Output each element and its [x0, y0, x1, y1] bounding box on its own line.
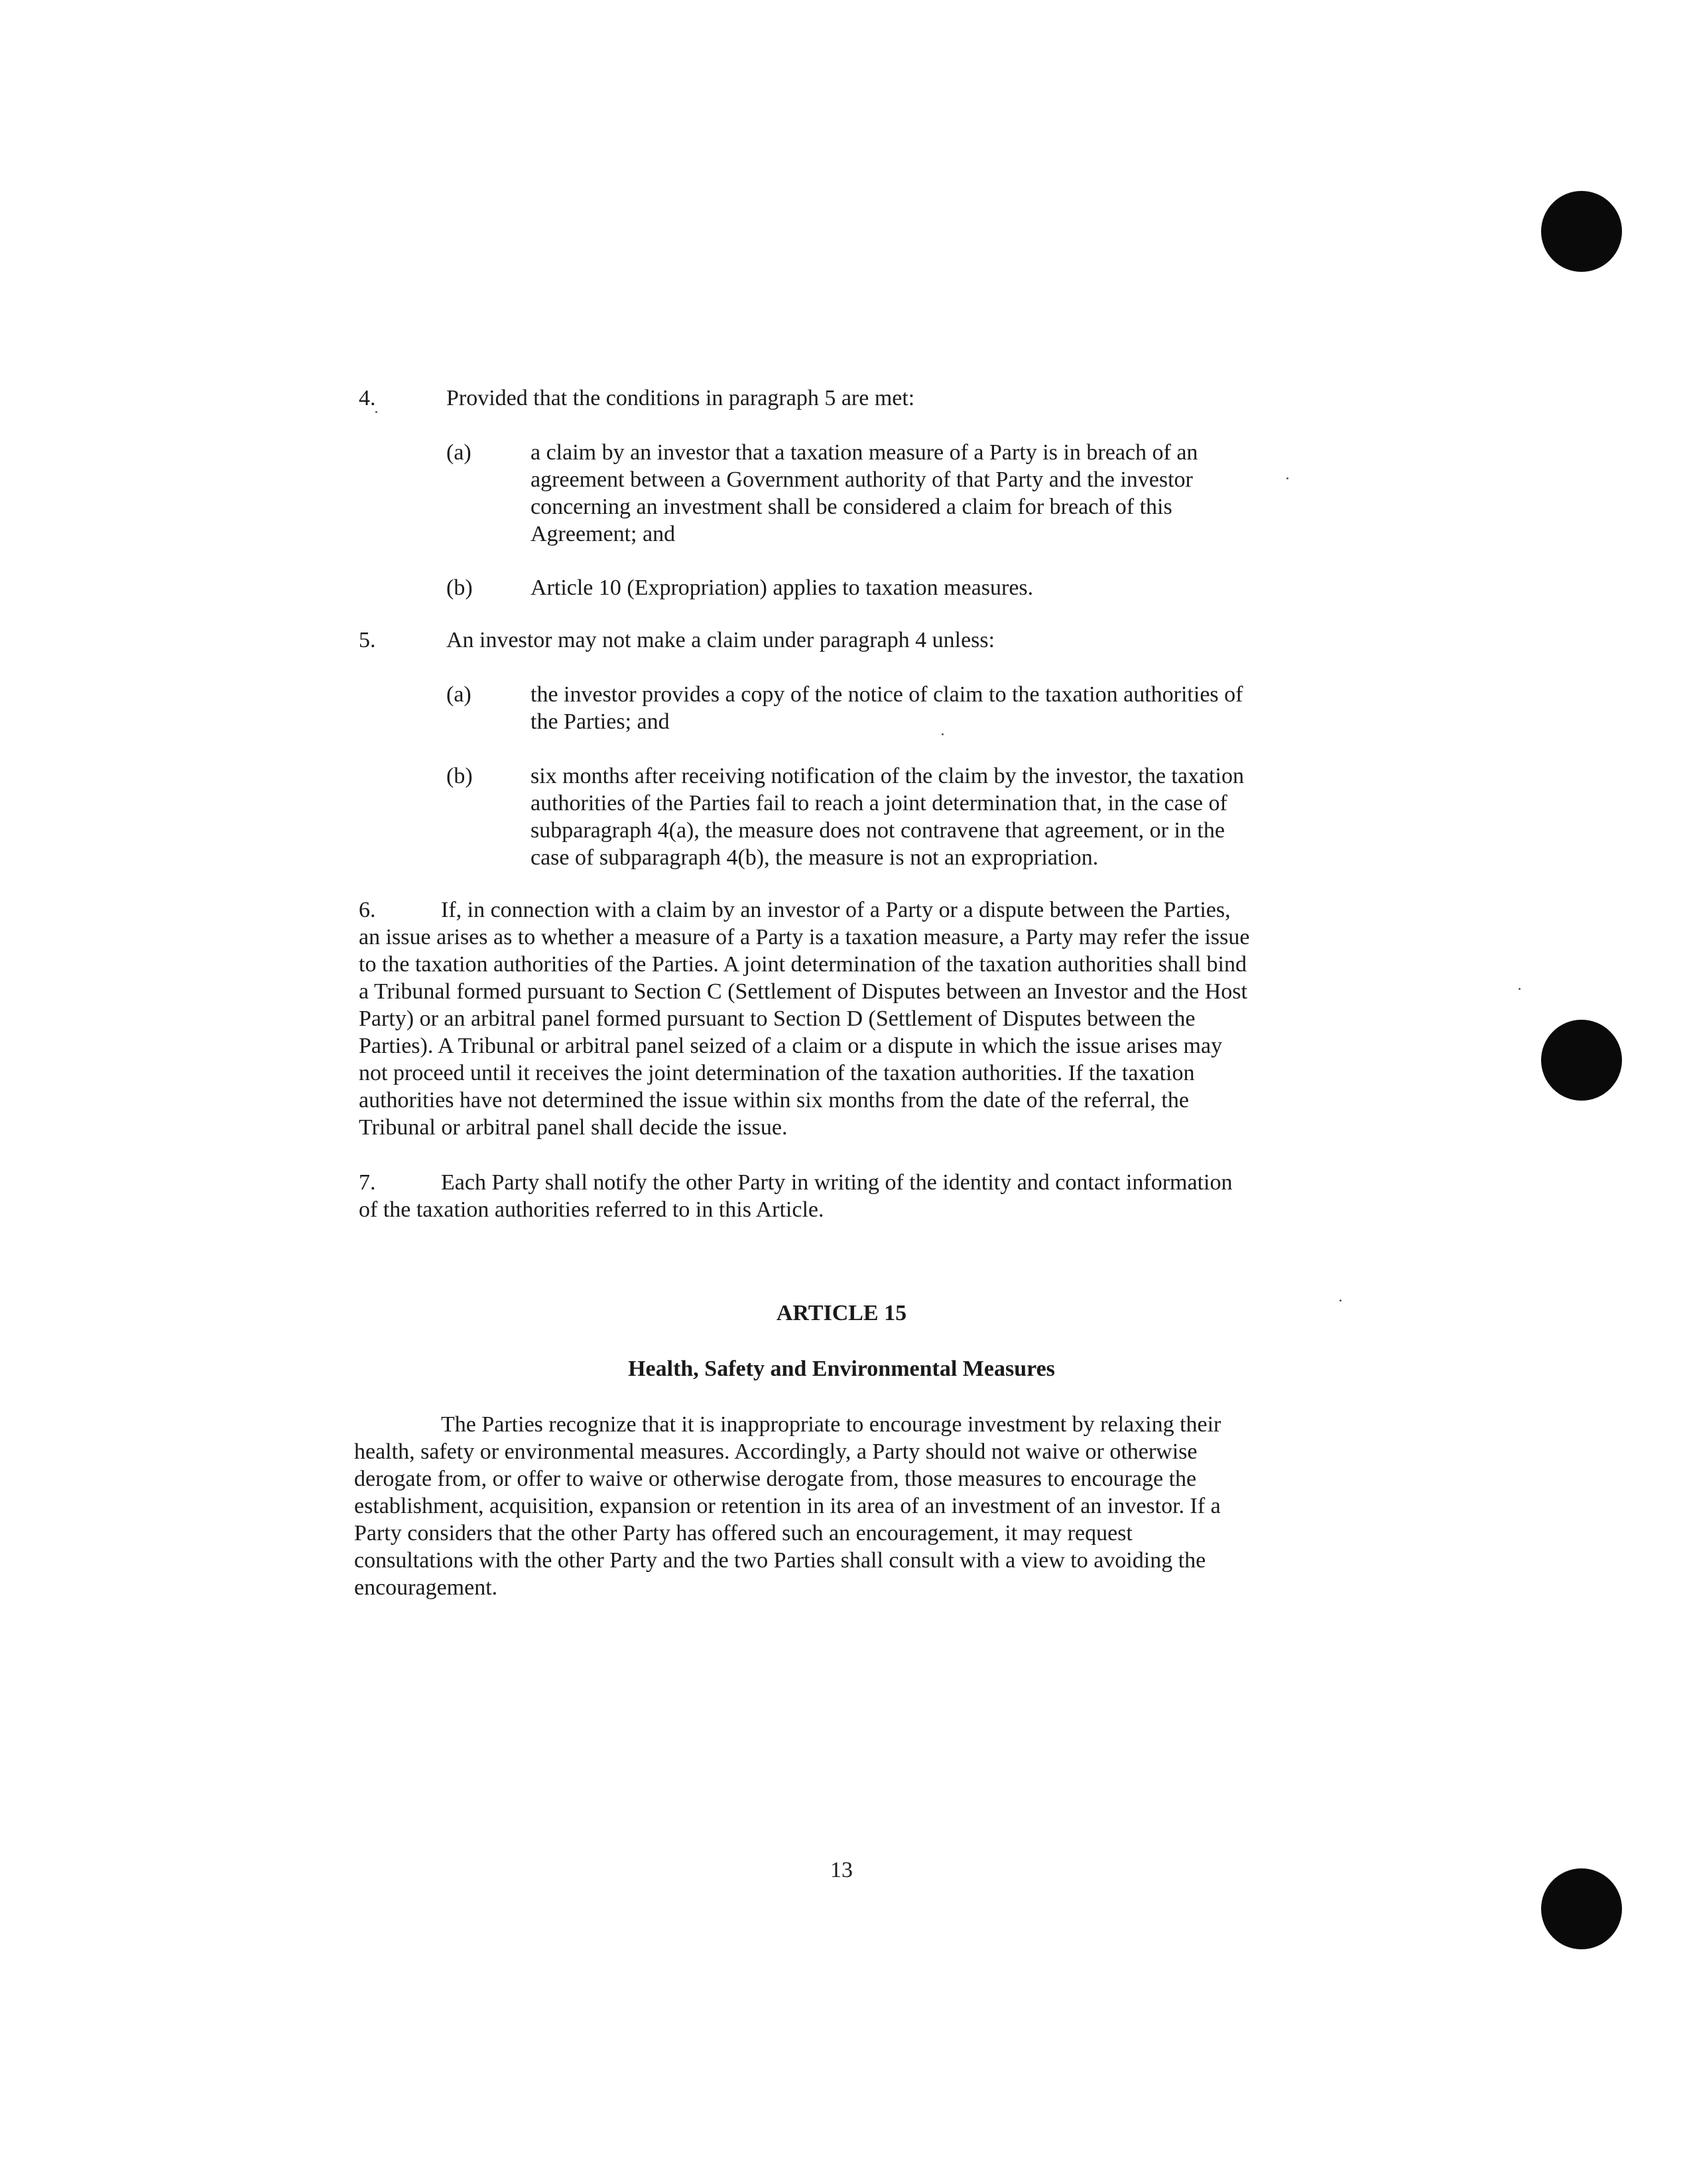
- article-body-line: consultations with the other Party and the two Parties shall consult with a view to avoiding the: [354, 1548, 1206, 1573]
- page-number: 13: [830, 1858, 853, 1882]
- paragraph-4b-line: Article 10 (Expropriation) applies to taxation measures.: [530, 576, 1034, 600]
- paragraph-4-number: 4.: [359, 386, 376, 410]
- paragraph-5a-label: (a): [446, 682, 471, 707]
- paragraph-5b-line: authorities of the Parties fail to reach a joint determination that, in the case of: [530, 791, 1227, 816]
- paragraph-5b-label: (b): [446, 764, 473, 788]
- paragraph-5-intro: An investor may not make a claim under paragraph 4 unless:: [446, 628, 995, 652]
- paragraph-5b-line: six months after receiving notification of the claim by the investor, the taxation: [530, 764, 1244, 788]
- paragraph-7-number: 7.: [359, 1170, 376, 1195]
- article-body-line: establishment, acquisition, expansion or retention in its area of an investment of an investor. If a: [354, 1494, 1221, 1518]
- paragraph-7-line: of the taxation authorities referred to in this Article.: [359, 1197, 824, 1222]
- paragraph-5b-line: case of subparagraph 4(b), the measure is not an expropriation.: [530, 845, 1099, 870]
- paragraph-6-line: Party) or an arbitral panel formed pursuant to Section D (Settlement of Disputes between the: [359, 1006, 1196, 1031]
- paragraph-4a-line: concerning an investment shall be considered a claim for breach of this: [530, 495, 1172, 519]
- paragraph-6-line: a Tribunal formed pursuant to Section C (Settlement of Disputes between an Investor and the Host: [359, 979, 1247, 1004]
- article-body-line: derogate from, or offer to waive or otherwise derogate from, those measures to encourage the: [354, 1467, 1197, 1491]
- paragraph-4a-line: agreement between a Government authority of that Party and the investor: [530, 467, 1193, 492]
- paragraph-6-line: to the taxation authorities of the Parties. A joint determination of the taxation authorities shall bind: [359, 952, 1247, 977]
- paragraph-4b-label: (b): [446, 576, 473, 600]
- paragraph-6-line: Tribunal or arbitral panel shall decide the issue.: [359, 1115, 788, 1140]
- article-body-line: Party considers that the other Party has offered such an encouragement, it may request: [354, 1521, 1133, 1546]
- paragraph-6-line: authorities have not determined the issue within six months from the date of the referral, the: [359, 1088, 1189, 1113]
- paragraph-5b-line: subparagraph 4(a), the measure does not contravene that agreement, or in the: [530, 818, 1225, 843]
- paragraph-6-number: 6.: [359, 898, 376, 922]
- paragraph-4a-line: a claim by an investor that a taxation measure of a Party is in breach of an: [530, 440, 1198, 465]
- article-body-line: The Parties recognize that it is inappropriate to encourage investment by relaxing their: [441, 1412, 1221, 1437]
- punch-hole-middle: [1541, 1020, 1622, 1101]
- paragraph-5a-line: the investor provides a copy of the notice of claim to the taxation authorities of: [530, 682, 1243, 707]
- paragraph-4a-label: (a): [446, 440, 471, 465]
- scan-speck: [942, 733, 944, 735]
- paragraph-4a-line: Agreement; and: [530, 522, 676, 546]
- article-body-line: health, safety or environmental measures. Accordingly, a Party should not waive or otherwise: [354, 1439, 1198, 1464]
- paragraph-6-line: Parties). A Tribunal or arbitral panel seized of a claim or a dispute in which the issue arises may: [359, 1034, 1223, 1058]
- paragraph-5a-line: the Parties; and: [530, 709, 670, 734]
- scan-speck: [375, 411, 377, 413]
- article-title: ARTICLE 15: [776, 1301, 907, 1325]
- article-subtitle: Health, Safety and Environmental Measures: [628, 1357, 1055, 1381]
- paragraph-6-line: not proceed until it receives the joint determination of the taxation authorities. If the taxation: [359, 1061, 1195, 1085]
- paragraph-6-line: an issue arises as to whether a measure of a Party is a taxation measure, a Party may refer the issue: [359, 925, 1250, 949]
- scan-speck: [1340, 1300, 1341, 1302]
- scan-speck: [1286, 477, 1288, 479]
- punch-hole-top: [1541, 191, 1622, 272]
- scan-speck: [1519, 988, 1521, 990]
- paragraph-6-line: If, in connection with a claim by an investor of a Party or a dispute between the Parties,: [441, 898, 1231, 922]
- paragraph-7-line: Each Party shall notify the other Party in writing of the identity and contact information: [441, 1170, 1233, 1195]
- paragraph-5-number: 5.: [359, 628, 376, 652]
- paragraph-4-intro: Provided that the conditions in paragraph 5 are met:: [446, 386, 915, 410]
- article-body-line: encouragement.: [354, 1575, 498, 1600]
